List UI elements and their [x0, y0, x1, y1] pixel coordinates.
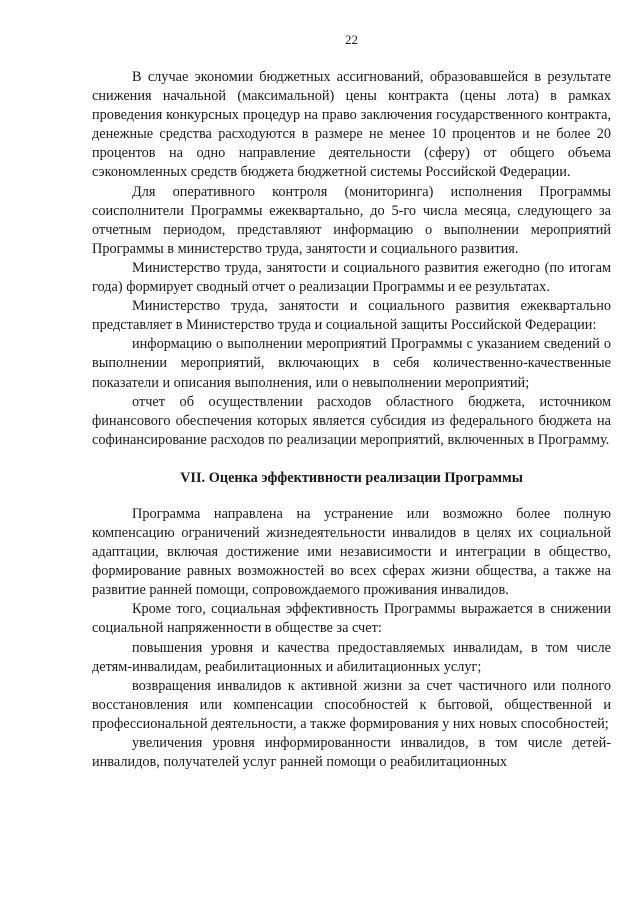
page-number: 22: [345, 32, 358, 47]
paragraph-active-life: возвращения инвалидов к активной жизни за счет частичного или полного восстановления или компенсации способностей к бытовой, общественной и профессиональной деятельности, а также формирования у них новых способностей;: [92, 677, 611, 732]
paragraph-report-expenses: отчет об осуществлении расходов областного бюджета, источником финансового обеспечения которых является субсидия из федерального бюджета на софинансирование расходов по реализации мероприятий, включенных в Программу.: [92, 393, 611, 448]
paragraph-annual-report: Министерство труда, занятости и социального развития ежегодно (по итогам года) формирует сводный отчет о реализации Программы и ее результатах.: [92, 259, 611, 296]
paragraph-service-quality: повышения уровня и качества предоставляемых инвалидам, в том числе детям-инвалидам, реабилитационных и абилитационных услуг;: [92, 639, 611, 675]
paragraph-quarterly-report: Министерство труда, занятости и социального развития ежеквартально представляет в Министерство труда и социальной защиты Российской Федерации:: [92, 298, 611, 334]
paragraph-program-goal: Программа направлена на устранение или возможно более полную компенсацию ограничений жизнедеятельности инвалидов в целях их социальной адаптации, включая достижение ими независимости и интеграции в общество, формирование равных возможностей во всех сферах жизни общества, а также на развитие ранней помощи, сопровождаемого проживания инвалидов.: [92, 505, 611, 599]
paragraph-information: увеличения уровня информированности инвалидов, в том числе детей-инвалидов, получателей услуг ранней помощи о реабилитационных: [92, 735, 611, 771]
section-heading: VII. Оценка эффективности реализации Программы: [180, 469, 523, 486]
paragraph-budget-savings: В случае экономии бюджетных ассигнований, образовавшейся в результате снижения начальной (максимальной) цены контракта (цены лота) в рамках проведения конкурсных процедур на право заключения государственного контракта, денежные средства расходуются в размере не менее 10 процентов и не более 20 процентов на одно направление деятельности (сферу) от общего объема сэкономленных средств бюджета бюджетной системы Российской Федерации.: [92, 69, 611, 181]
paragraph-report-info: информацию о выполнении мероприятий Программы с указанием сведений о выполнении мероприятий, включающих в себя количественно-качественные показатели и описания выполнения, или о невыполнении мероприятий;: [92, 336, 611, 391]
document-page: [92, 30, 611, 772]
paragraph-monitoring: Для оперативного контроля (мониторинга) исполнения Программы соисполнители Программы ежеквартально, до 5-го числа месяца, следующего за отчетным периодом, представляют информацию о выполнении мероприятий Программы в министерство труда, занятости и социального развития.: [92, 183, 611, 257]
paragraph-social-effect: Кроме того, социальная эффективность Программы выражается в снижении социальной напряженности в обществе за счет:: [92, 601, 611, 637]
